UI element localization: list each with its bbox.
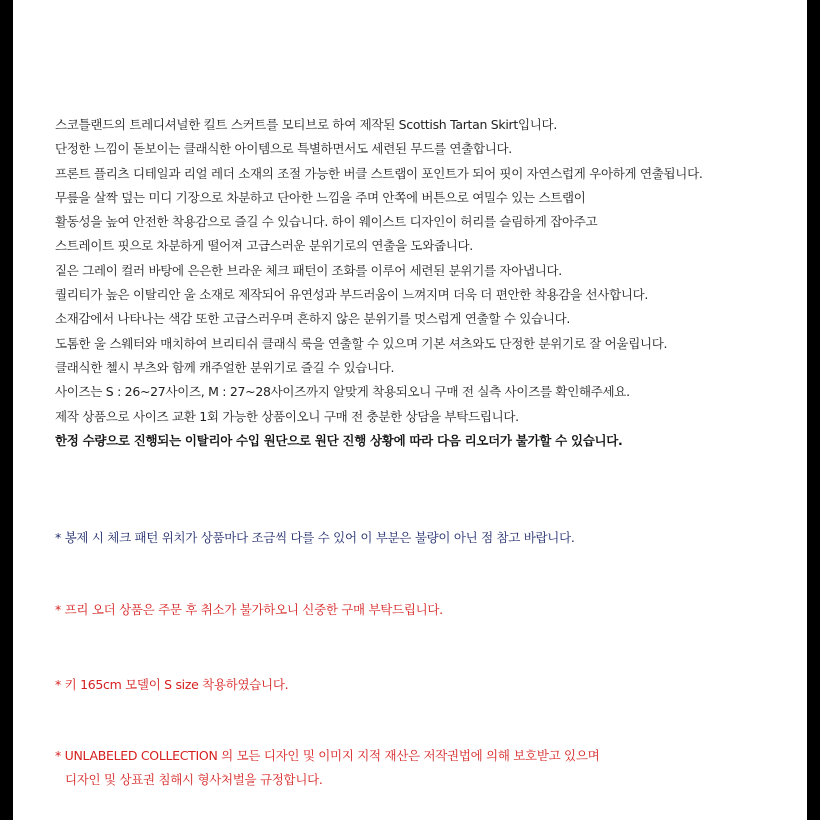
- preorder-notice: * 프리 오더 상품은 주문 후 취소가 불가하오니 신중한 구매 부탁드립니다.: [55, 602, 443, 617]
- description-line: 퀄리티가 높은 이탈리안 울 소재로 제작되어 유연성과 부드러움이 느껴지며 더욱 더 편안한 착용감을 선사합니다.: [55, 287, 649, 303]
- description-line: 소재감에서 나타나는 색감 또한 고급스러우며 흔하지 않은 분위기를 멋스럽게 연출할 수 있습니다.: [55, 311, 571, 327]
- limited-quantity-line: 한정 수량으로 진행되는 이탈리아 수입 원단으로 원단 진행 상황에 따라 다음 리오더가 불가할 수 있습니다.: [55, 432, 623, 448]
- size-info-line: 사이즈는 S : 26~27사이즈, M : 27~28사이즈까지 알맞게 착용되오니 구매 전 실측 사이즈를 확인해주세요.: [55, 384, 630, 400]
- model-size-notice: * 키 165cm 모델이 S size 착용하였습니다.: [55, 677, 289, 692]
- copyright-notice: [55, 744, 599, 792]
- description-line: 짙은 그레이 컬러 바탕에 은은한 브라운 체크 패턴이 조화를 이루어 세련된 분위기를 자아냅니다.: [55, 262, 562, 278]
- copyright-notice-line-1: * UNLABELED COLLECTION 의 모든 디자인 및 이미지 지적 재산은 저작권법에 의해 보호받고 있으며: [55, 748, 600, 763]
- description-line: 무릎을 살짝 덮는 미디 기장으로 차분하고 단아한 느낌을 주며 안쪽에 버튼으로 여밀수 있는 스트랩이: [55, 189, 586, 205]
- description-line: 도톰한 울 스웨터와 매치하여 브리티쉬 클래식 룩을 연출할 수 있으며 기본 셔츠와도 단정한 분위기로 잘 어울립니다.: [55, 335, 668, 351]
- pattern-notice: * 봉제 시 체크 패턴 위치가 상품마다 조금씩 다를 수 있어 이 부분은 불량이 아닌 점 참고 바랍니다.: [55, 530, 575, 545]
- description-line: 스코틀랜드의 트레디셔널한 킬트 스커트를 모티브로 하여 제작된 Scottish Tartan Skirt입니다.: [55, 117, 557, 132]
- description-line: 스트레이트 핏으로 차분하게 떨어져 고급스러운 분위기로의 연출을 도와줍니다.: [55, 238, 473, 254]
- description-line: 단정한 느낌이 돋보이는 클래식한 아이템으로 특별하면서도 세련된 무드를 연출합니다.: [55, 141, 512, 157]
- product-description-page: [13, 0, 807, 820]
- description-line: 활동성을 높여 안전한 착용감으로 즐길 수 있습니다. 하이 웨이스트 디자인이 허리를 슬림하게 잡아주고: [55, 214, 598, 230]
- exchange-info-line: 제작 상품으로 사이즈 교환 1회 가능한 상품이오니 구매 전 충분한 상담을 부탁드립니다.: [55, 408, 519, 424]
- product-description: [55, 113, 805, 453]
- copyright-notice-line-2: 디자인 및 상표권 침해시 형사처벌을 규정합니다.: [65, 772, 323, 787]
- description-line: 프론트 플리츠 디테일과 리얼 레더 소재의 조절 가능한 버클 스트랩이 포인트가 되어 핏이 자연스럽게 우아하게 연출됩니다.: [55, 165, 703, 181]
- description-line: 클래식한 첼시 부츠와 함께 캐주얼한 분위기로 즐길 수 있습니다.: [55, 359, 395, 375]
